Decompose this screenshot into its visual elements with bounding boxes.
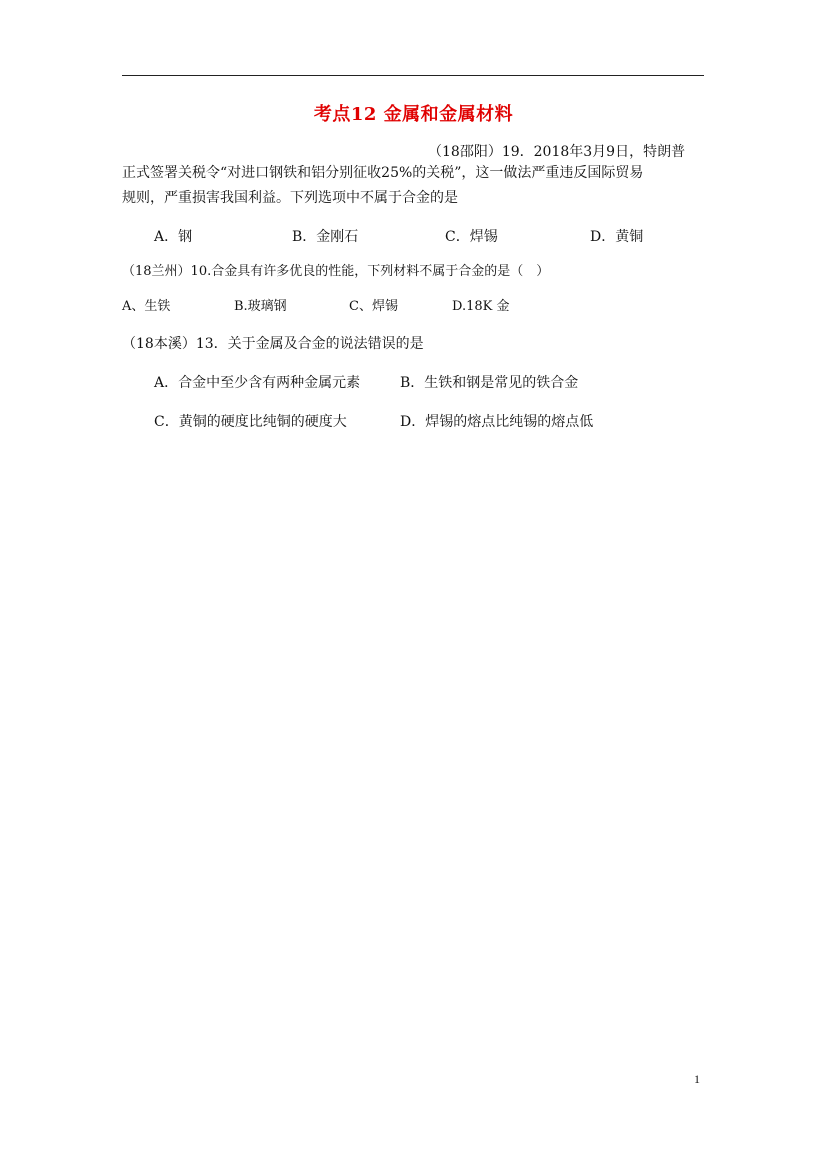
q2-option-b: B.玻璃钢 — [234, 299, 287, 314]
q3-option-d: D．焊锡的熔点比纯锡的熔点低 — [400, 414, 594, 430]
q2-stem: （18兰州）10.合金具有许多优良的性能，下列材料不属于合金的是（ ） — [122, 264, 550, 279]
q2-option-c: C、焊锡 — [349, 299, 398, 314]
q3-option-a: A．合金中至少含有两种金属元素 — [154, 375, 361, 391]
q3-option-c: C．黄铜的硬度比纯铜的硬度大 — [154, 414, 347, 430]
q1-option-b: B．金刚石 — [292, 229, 359, 245]
q2-option-a: A、生铁 — [122, 299, 171, 314]
header-rule — [122, 75, 704, 76]
q3-option-b: B．生铁和钢是常见的铁合金 — [400, 375, 579, 391]
q1-stem-line-2: 正式签署关税令“对进口钢铁和铝分别征收25%的关税”，这一做法严重违反国际贸易 — [122, 165, 644, 181]
q1-option-c: C．焊锡 — [445, 229, 498, 245]
q1-stem-line-3: 规则，严重损害我国利益。下列选项中不属于合金的是 — [122, 190, 458, 206]
q1-option-d: D．黄铜 — [590, 229, 644, 245]
q3-stem: （18本溪）13．关于金属及合金的说法错误的是 — [122, 336, 424, 352]
q1-stem-line-1: （18邵阳）19．2018年3月9日，特朗普 — [428, 144, 686, 160]
page-number: 1 — [694, 1072, 700, 1086]
q2-option-d: D.18K 金 — [452, 299, 510, 314]
q1-option-a: A．钢 — [154, 229, 193, 245]
page-title: 考点12 金属和金属材料 — [313, 104, 514, 125]
